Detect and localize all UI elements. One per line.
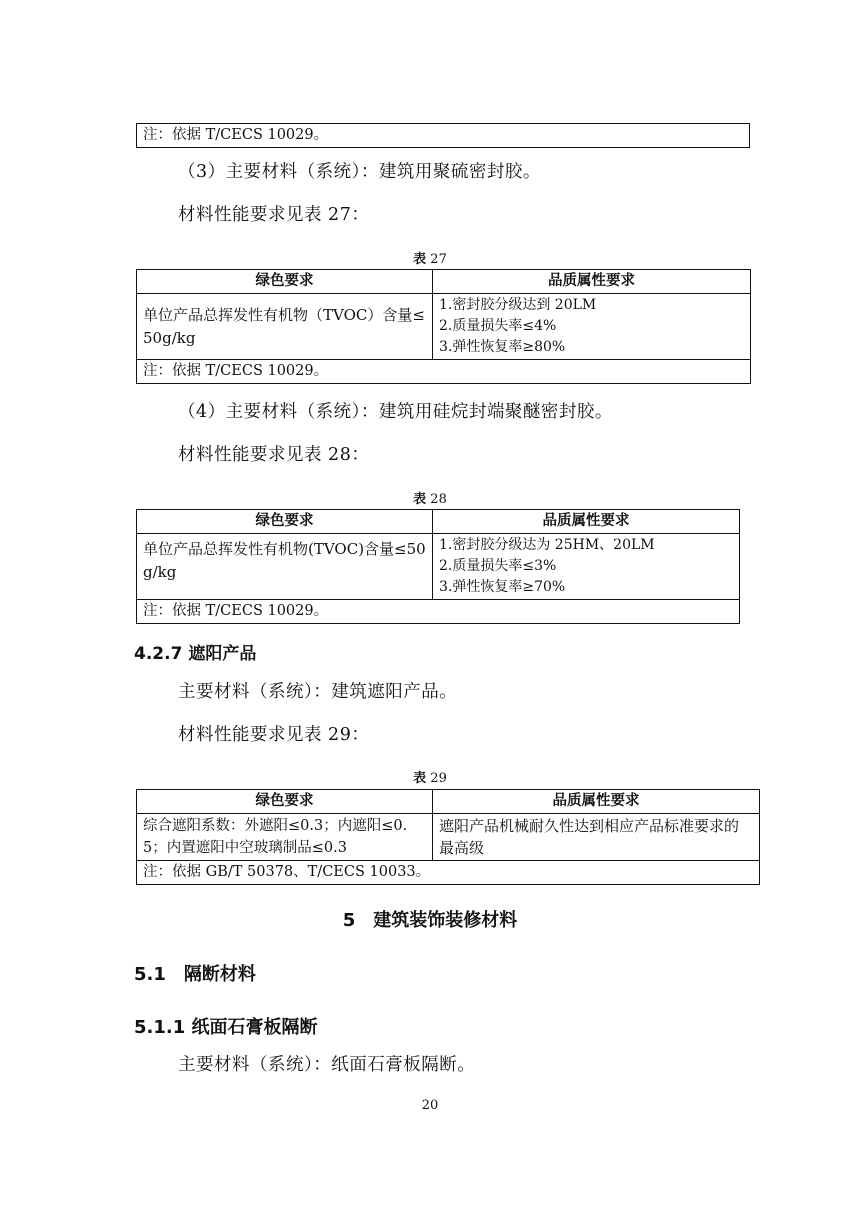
green-requirement: 单位产品总挥发性有机物(TVOC)含量≤50g/kg xyxy=(137,534,433,600)
quality-line: 1.密封胶分级达为 25HM、20LM xyxy=(439,537,655,553)
header-quality: 品质属性要求 xyxy=(433,510,740,534)
header-green: 绿色要求 xyxy=(137,790,433,814)
table-caption xyxy=(0,248,860,267)
main-material: 主要材料（系统）：纸面石膏板隔断。 xyxy=(178,1055,476,1075)
material-item-4: （4）主要材料（系统）：建筑用硅烷封端聚醚密封胶。 xyxy=(178,402,613,422)
quality-line: 2.质量损失率≤3% xyxy=(439,558,557,574)
header-green: 绿色要求 xyxy=(137,270,433,294)
page-number: 20 xyxy=(421,1098,439,1113)
chapter-heading: 5 建筑装饰装修材料 xyxy=(342,910,518,931)
green-requirement: 单位产品总挥发性有机物（TVOC）含量≤50g/kg xyxy=(137,294,433,360)
section-heading-5-1: 5.1 隔断材料 xyxy=(134,964,256,985)
table-27 xyxy=(136,269,751,384)
header-quality: 品质属性要求 xyxy=(433,790,760,814)
green-requirement: 综合遮阳系数：外遮阳≤0.3；内遮阳≤0.5；内置遮阳中空玻璃制品≤0.3 xyxy=(137,814,433,861)
caption-number: 28 xyxy=(430,492,447,507)
quality-requirement xyxy=(433,534,740,600)
table-reference: 材料性能要求见表 28： xyxy=(178,445,370,465)
caption-number: 29 xyxy=(430,771,447,786)
header-green: 绿色要求 xyxy=(137,510,433,534)
table-note: 注：依据 T/CECS 10029。 xyxy=(137,600,740,624)
table-29 xyxy=(136,789,760,885)
quality-line: 3.弹性恢复率≥70% xyxy=(439,579,566,595)
table-note: 注：依据 GB/T 50378、T/CECS 10033。 xyxy=(137,861,760,885)
caption-number: 27 xyxy=(430,252,447,267)
quality-line: 2.质量损失率≤4% xyxy=(439,318,557,334)
top-note-table xyxy=(136,123,750,148)
table-reference: 材料性能要求见表 29： xyxy=(178,725,370,745)
quality-line: 1.密封胶分级达到 20LM xyxy=(439,297,597,313)
table-note: 注：依据 T/CECS 10029。 xyxy=(137,124,750,148)
caption-label: 表 xyxy=(413,252,427,267)
table-caption xyxy=(0,767,860,786)
table-reference: 材料性能要求见表 27： xyxy=(178,205,370,225)
quality-requirement xyxy=(433,294,751,360)
section-heading-5-1-1: 5.1.1 纸面石膏板隔断 xyxy=(134,1017,318,1038)
section-heading-4-2-7: 4.2.7 遮阳产品 xyxy=(134,644,257,664)
quality-requirement: 遮阳产品机械耐久性达到相应产品标准要求的最高级 xyxy=(433,814,760,861)
table-note: 注：依据 T/CECS 10029。 xyxy=(137,360,751,384)
table-caption xyxy=(0,488,860,507)
main-material: 主要材料（系统）：建筑遮阳产品。 xyxy=(178,682,458,702)
caption-label: 表 xyxy=(413,771,427,786)
material-item-3: （3）主要材料（系统）：建筑用聚硫密封胶。 xyxy=(178,162,541,182)
quality-line: 3.弹性恢复率≥80% xyxy=(439,339,566,355)
header-quality: 品质属性要求 xyxy=(433,270,751,294)
table-28 xyxy=(136,509,740,624)
caption-label: 表 xyxy=(413,492,427,507)
